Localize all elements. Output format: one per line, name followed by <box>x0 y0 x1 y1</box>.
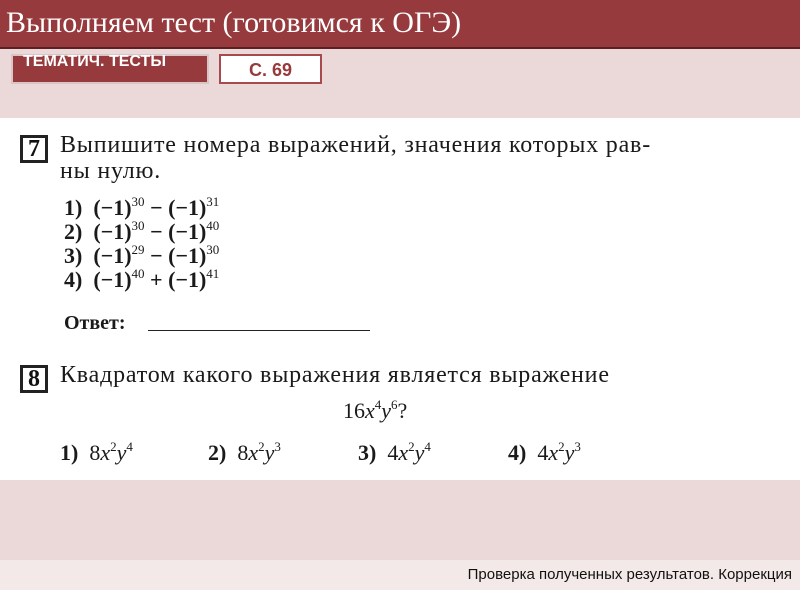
task-7-question-line2: ны нулю. <box>60 158 162 184</box>
footer-strip <box>0 590 800 600</box>
option-label: 1) <box>64 195 83 220</box>
option-label: 4) <box>508 440 527 465</box>
option-exponent: 4 <box>126 439 133 454</box>
option-exponent: 2 <box>408 439 415 454</box>
expression-exponent: 6 <box>391 397 398 412</box>
bottom-band <box>0 480 800 560</box>
option-exponent: 40 <box>131 266 145 281</box>
expression-variable: x <box>365 398 375 423</box>
expression-exponent: 4 <box>374 397 382 412</box>
task-8-option-4 <box>508 440 581 466</box>
option-exponent: 2 <box>110 439 117 454</box>
option-label: 2) <box>64 219 83 244</box>
option-exponent: 30 <box>131 218 145 233</box>
expression-question-mark: ? <box>397 398 408 423</box>
task-7-number: 7 <box>20 135 48 163</box>
page-badge <box>219 54 322 84</box>
task-8-option-3 <box>358 440 431 466</box>
task-8-number: 8 <box>20 365 48 393</box>
option-variable: y <box>564 440 575 465</box>
footer-bar <box>0 560 800 590</box>
task-8-option-1 <box>60 440 133 466</box>
option-exponent: 3 <box>274 439 281 454</box>
option-label: 3) <box>64 243 83 268</box>
option-coefficient: 8 <box>237 440 249 465</box>
task-8-question: Квадратом какого выражения является выражение <box>60 362 610 388</box>
option-base: (−1) <box>93 267 132 292</box>
footer-caption: Проверка полученных результатов. Коррекция <box>467 566 792 583</box>
option-exponent: 4 <box>424 439 431 454</box>
option-coefficient: 4 <box>387 440 399 465</box>
option-variable: x <box>248 440 259 465</box>
option-exponent: 40 <box>206 218 220 233</box>
option-exponent: 30 <box>206 242 220 257</box>
option-exponent: 41 <box>206 266 220 281</box>
option-variable: y <box>414 440 425 465</box>
option-coefficient: 8 <box>89 440 101 465</box>
expression-coefficient: 16 <box>343 398 365 423</box>
option-base: (−1) <box>93 219 132 244</box>
option-base: (−1) <box>168 195 207 220</box>
option-base: (−1) <box>168 219 207 244</box>
task-8-expression <box>343 398 407 424</box>
option-operator: − <box>144 195 169 220</box>
option-exponent: 29 <box>131 242 145 257</box>
topic-badge-label: ТЕМАТИЧ. ТЕСТЫ <box>23 53 166 70</box>
option-exponent: 2 <box>258 439 265 454</box>
option-variable: y <box>116 440 127 465</box>
option-exponent: 30 <box>131 194 145 209</box>
task-8-option-2 <box>208 440 281 466</box>
title-bar <box>0 0 800 49</box>
answer-label: Ответ: <box>64 312 126 334</box>
option-label: 3) <box>358 440 377 465</box>
task-7-question-line1: Выпишите номера выражений, значения которых рав- <box>60 132 651 158</box>
option-variable: y <box>264 440 275 465</box>
option-variable: x <box>548 440 559 465</box>
task-scan <box>0 118 800 480</box>
expression-variable: y <box>381 398 392 423</box>
option-variable: x <box>100 440 111 465</box>
slide-title: Выполняем тест (готовимся к ОГЭ) <box>6 6 462 39</box>
page-badge-label: С. 69 <box>248 60 293 80</box>
option-base: (−1) <box>168 243 207 268</box>
option-operator: + <box>144 267 169 292</box>
option-base: (−1) <box>93 243 132 268</box>
option-coefficient: 4 <box>537 440 549 465</box>
option-base: (−1) <box>168 267 207 292</box>
option-label: 1) <box>60 440 79 465</box>
option-label: 2) <box>208 440 227 465</box>
option-base: (−1) <box>93 195 132 220</box>
topic-badge <box>11 54 209 84</box>
option-exponent: 3 <box>574 439 581 454</box>
option-operator: − <box>144 219 169 244</box>
task-7-option-4 <box>64 267 219 293</box>
option-operator: − <box>144 243 169 268</box>
option-variable: x <box>398 440 409 465</box>
option-label: 4) <box>64 267 83 292</box>
option-exponent: 31 <box>206 194 220 209</box>
option-exponent: 2 <box>558 439 565 454</box>
answer-blank-line <box>148 330 370 331</box>
